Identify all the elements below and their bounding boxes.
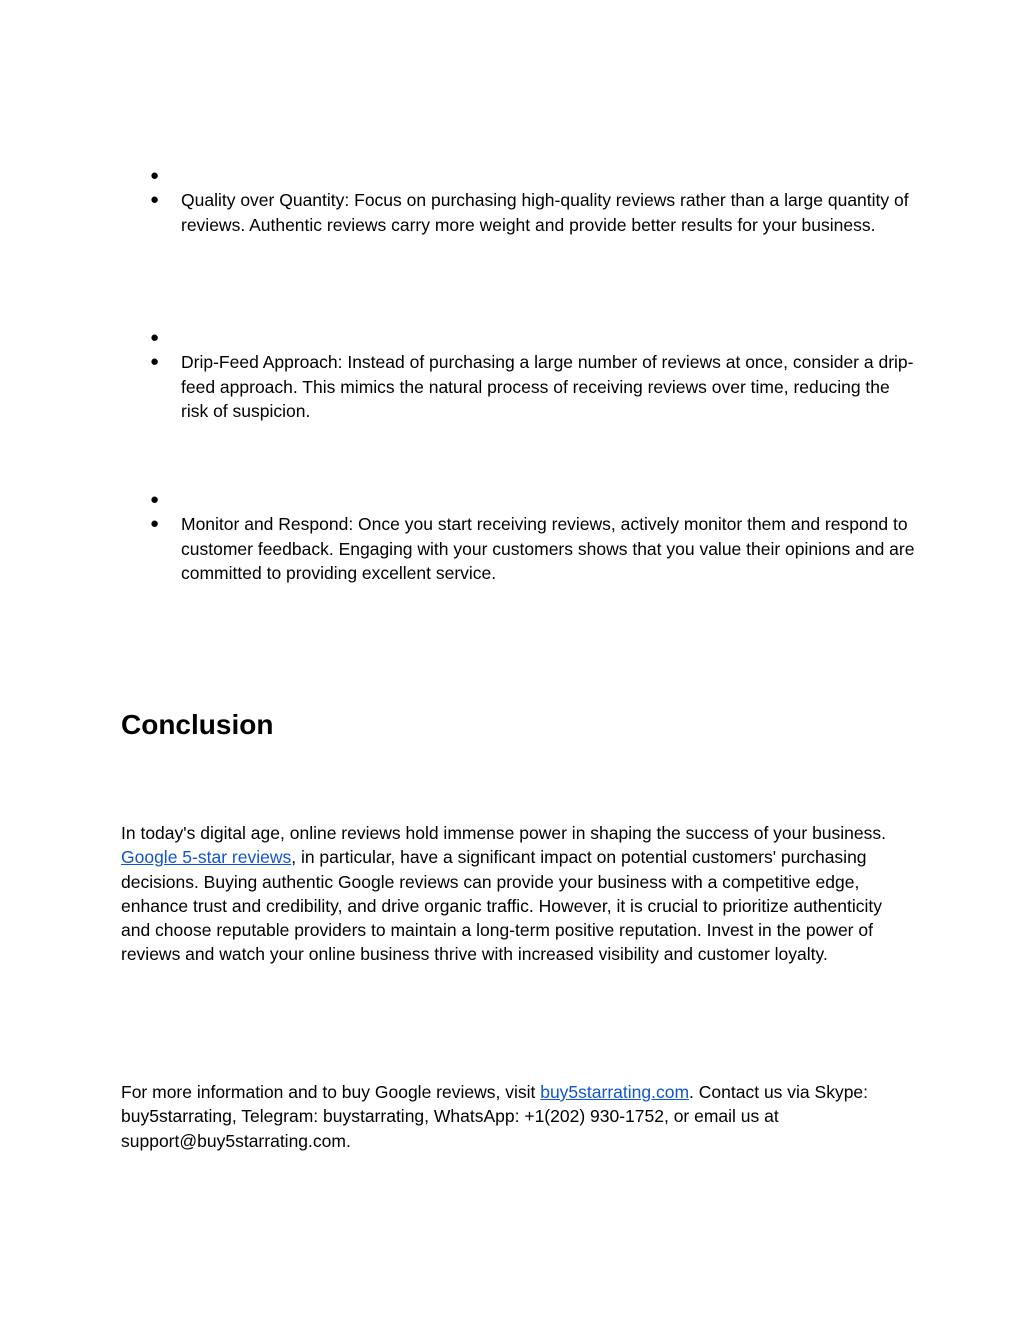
conclusion-paragraph: [121, 821, 911, 967]
tip-list-drip-feed: [0, 326, 1024, 423]
bullet-icon: ●: [150, 515, 160, 533]
bullet-icon: ●: [150, 191, 160, 209]
list-item-monitor-and-respond: [0, 512, 1024, 585]
bullet-icon: ●: [150, 329, 160, 346]
tip-list-monitor: [0, 488, 1024, 585]
contact-paragraph: [121, 1080, 911, 1153]
bullet-icon: ●: [150, 491, 160, 508]
list-item-quality-over-quantity: [0, 188, 1024, 237]
conclusion-text-start: In today's digital age, online reviews hold immense power in shaping the success of your business.: [121, 823, 887, 843]
empty-bullet-item: [0, 326, 1024, 350]
empty-bullet-item: [0, 164, 1024, 188]
buy5starrating-link[interactable]: buy5starrating.com: [540, 1082, 690, 1102]
list-item-drip-feed-approach: [0, 350, 1024, 423]
list-item-text: Drip-Feed Approach: Instead of purchasing a large number of reviews at once, consider a drip-feed approach. This mimics the natural process of receiving reviews over time, reducing the risk of suspicion.: [181, 352, 914, 421]
contact-text-start: For more information and to buy Google reviews, visit: [121, 1082, 541, 1102]
conclusion-text-end: , in particular, have a significant impact on potential customers' purchasing decisions. Buying authentic Google reviews can provide your business with a competitive edge, enhance trust and credibility, and drive organic traffic. However, it is crucial to prioritize authenticity and choose reputable providers to maintain a long-term positive reputation. Invest in the power of reviews and watch your online business thrive with increased visibility and customer loyalty.: [121, 847, 882, 965]
google-5-star-reviews-link[interactable]: Google 5-star reviews: [121, 847, 292, 868]
bullet-icon: ●: [150, 353, 160, 371]
empty-bullet-item: [0, 488, 1024, 512]
tip-list-quality: [0, 164, 1024, 237]
conclusion-heading: Conclusion: [121, 709, 274, 740]
contact-text-end: . Contact us via Skype: buy5starrating, Telegram: buystarrating, WhatsApp: +1(202) 930-1752, or email us at support@buy5starrating.com.: [121, 1082, 869, 1151]
list-item-text: Monitor and Respond: Once you start receiving reviews, actively monitor them and respond to customer feedback. Engaging with your customers shows that you value their opinions and are committed to providing excellent service.: [181, 514, 915, 583]
bullet-icon: ●: [150, 167, 160, 184]
list-item-text: Quality over Quantity: Focus on purchasing high-quality reviews rather than a large quantity of reviews. Authentic reviews carry more weight and provide better results for your business.: [181, 190, 909, 235]
